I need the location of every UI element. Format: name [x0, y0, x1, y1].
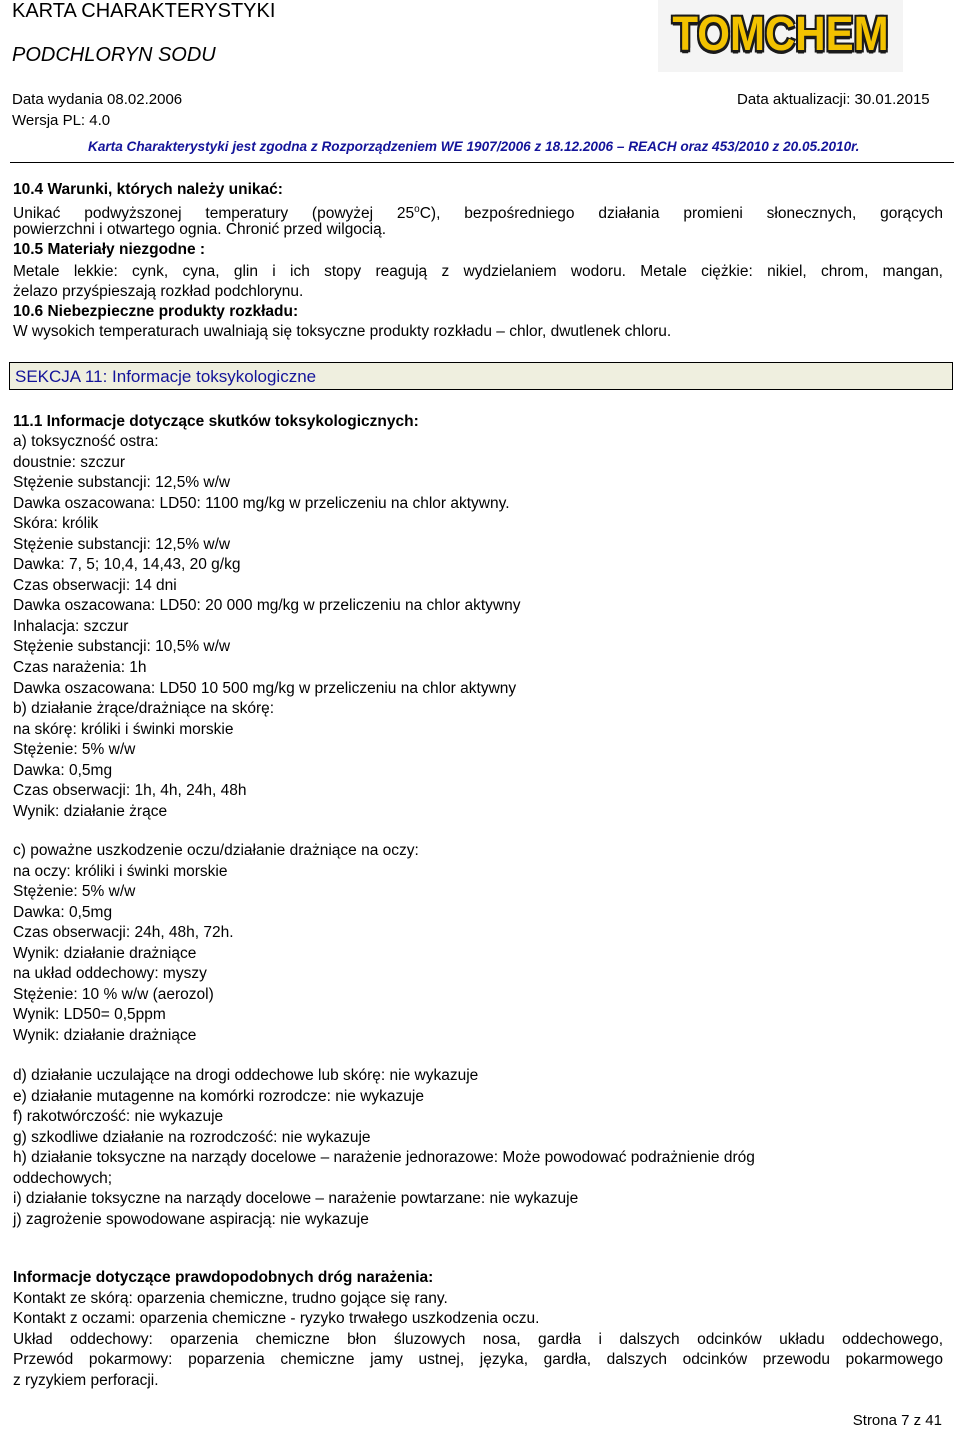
- text-10-4-line1: Unikać podwyższonej temperatury (powyżej 25$^o$C), bezpośredniego działania promieni słonecznych, gorących: [13, 204, 943, 223]
- update-date: Data aktualizacji: 30.01.2015: [737, 91, 930, 108]
- text-line: e) działanie mutagenne na komórki rozrodcze: nie wykazuje: [13, 1087, 424, 1105]
- text-line: Skóra: królik: [13, 515, 99, 533]
- text-line: Stężenie substancji: 12,5% w/w: [13, 535, 231, 553]
- toxicity-block-a-b: [13, 432, 520, 822]
- text-line: i) działanie toksyczne na narządy docelowe – narażenie powtarzane: nie wykazuje: [13, 1190, 579, 1207]
- routes-skin: Kontakt ze skórą: oparzenia chemiczne, trudno gojące się rany.: [13, 1290, 448, 1307]
- text-line: Dawka oszacowana: LD50: 20 000 mg/kg w przeliczeniu na chlor aktywny: [13, 597, 521, 615]
- text-line: c) poważne uszkodzenie oczu/działanie drażniące na oczy:: [13, 842, 419, 859]
- text-line: Stężenie substancji: 10,5% w/w: [13, 638, 231, 656]
- routes-digestive: Przewód pokarmowy: poparzenia chemiczne jamy ustnej, języka, gardła, dalszych odcinków przewodu pokarmowego: [13, 1351, 943, 1368]
- text-line: g) szkodliwe działanie na rozrodczość: nie wykazuje: [13, 1128, 371, 1146]
- text-line: Dawka: 0,5mg: [13, 903, 113, 921]
- text-line: j) zagrożenie spowodowane aspiracją: nie wykazuje: [13, 1210, 369, 1228]
- text-line: Stężenie: 5% w/w: [13, 883, 136, 901]
- heading-11-1: 11.1 Informacje dotyczące skutków toksykologicznych:: [13, 413, 419, 430]
- text-line: doustnie: szczur: [13, 453, 125, 471]
- heading-10-4: 10.4 Warunki, których należy unikać:: [13, 181, 283, 198]
- text-line: oddechowych;: [13, 1169, 113, 1187]
- text-line: f) rakotwórczość: nie wykazuje: [13, 1108, 224, 1125]
- text-line: Inhalacja: szczur: [13, 617, 129, 635]
- text-line: Dawka oszacowana: LD50 10 500 mg/kg w przeliczeniu na chlor aktywny: [13, 679, 517, 697]
- text-10-5-line2: żelazo przyśpieszają rozkład podchlorynu.: [13, 283, 304, 300]
- issue-date: Data wydania 08.02.2006: [12, 91, 183, 108]
- text-line: Wynik: działanie drażniące: [13, 944, 197, 962]
- text-line: b) działanie żrące/drażniące na skórę:: [13, 700, 275, 718]
- page-number: Strona 7 z 41: [852, 1412, 942, 1429]
- logo-text: TOMCHEM: [672, 6, 889, 61]
- header-divider: [10, 162, 954, 163]
- text-10-4-line2: powierzchni i otwartego ognia. Chronić przed wilgocią.: [13, 221, 387, 238]
- text-line: Czas obserwacji: 14 dni: [13, 576, 177, 594]
- section-11-header: [9, 362, 953, 390]
- routes-respiratory: Układ oddechowy: oparzenia chemiczne błon śluzowych nosa, gardła i dalszych odcinków układu oddechowego,: [13, 1331, 943, 1348]
- heading-10-5: 10.5 Materiały niezgodne :: [13, 241, 206, 258]
- text-line: Wynik: działanie drażniące: [13, 1026, 197, 1044]
- text-line: na skórę: króliki i świnki morskie: [13, 720, 234, 738]
- text-line: a) toksyczność ostra:: [13, 433, 159, 450]
- text-line: Stężenie: 10 % w/w (aerozol): [13, 985, 214, 1003]
- text-line: h) działanie toksyczne na narządy docelowe – narażenie jednorazowe: Może powodować podrażnienie dróg: [13, 1149, 755, 1166]
- text-line: Wynik: LD50= 0,5ppm: [13, 1006, 166, 1024]
- routes-heading: Informacje dotyczące prawdopodobnych dróg narażenia:: [13, 1269, 434, 1286]
- text-line: d) działanie uczulające na drogi oddechowe lub skórę: nie wykazuje: [13, 1067, 479, 1084]
- text-line: Wynik: działanie żrące: [13, 802, 168, 820]
- toxicity-block-d-j: [13, 1066, 755, 1230]
- text-line: Stężenie substancji: 12,5% w/w: [13, 474, 231, 492]
- text-line: na oczy: króliki i świnki morskie: [13, 862, 228, 880]
- section-11-title: SEKCJA 11: Informacje toksykologiczne: [15, 367, 317, 386]
- text-line: Dawka: 7, 5; 10,4, 14,43, 20 g/kg: [13, 556, 241, 574]
- text-10-6: W wysokich temperaturach uwalniają się toksyczne produkty rozkładu – chlor, dwutlenek chloru.: [13, 323, 672, 340]
- document-type: KARTA CHARAKTERYSTYKI: [12, 0, 276, 22]
- text-line: Dawka: 0,5mg: [13, 761, 113, 779]
- heading-10-6: 10.6 Niebezpieczne produkty rozkładu:: [13, 303, 299, 320]
- routes-perforation: z ryzykiem perforacji.: [13, 1372, 159, 1389]
- text-10-5-line1: Metale lekkie: cynk, cyna, glin i ich stopy reagują z wydzielaniem wodoru. Metale ciężkie: nikiel, chrom, mangan,: [13, 263, 943, 280]
- tomchem-logo: [658, 0, 903, 72]
- text-line: Dawka oszacowana: LD50: 1100 mg/kg w przeliczeniu na chlor aktywny.: [13, 494, 510, 512]
- text-line: Czas obserwacji: 24h, 48h, 72h.: [13, 924, 234, 942]
- routes-eyes: Kontakt z oczami: oparzenia chemiczne - ryzyko trwałego uszkodzenia oczu.: [13, 1310, 540, 1327]
- product-name: PODCHLORYN SODU: [12, 44, 216, 66]
- text-line: na układ oddechowy: myszy: [13, 965, 207, 983]
- text-line: Stężenie: 5% w/w: [13, 741, 136, 759]
- text-line: Czas narażenia: 1h: [13, 659, 147, 677]
- toxicity-block-c: [13, 841, 419, 1046]
- regulation-note: Karta Charakterystyki jest zgodna z Rozporządzeniem WE 1907/2006 z 18.12.2006 – REACH oraz 453/2010 z 20.05.2010r.: [88, 139, 860, 154]
- text-line: Czas obserwacji: 1h, 4h, 24h, 48h: [13, 782, 247, 800]
- version: Wersja PL: 4.0: [12, 112, 111, 129]
